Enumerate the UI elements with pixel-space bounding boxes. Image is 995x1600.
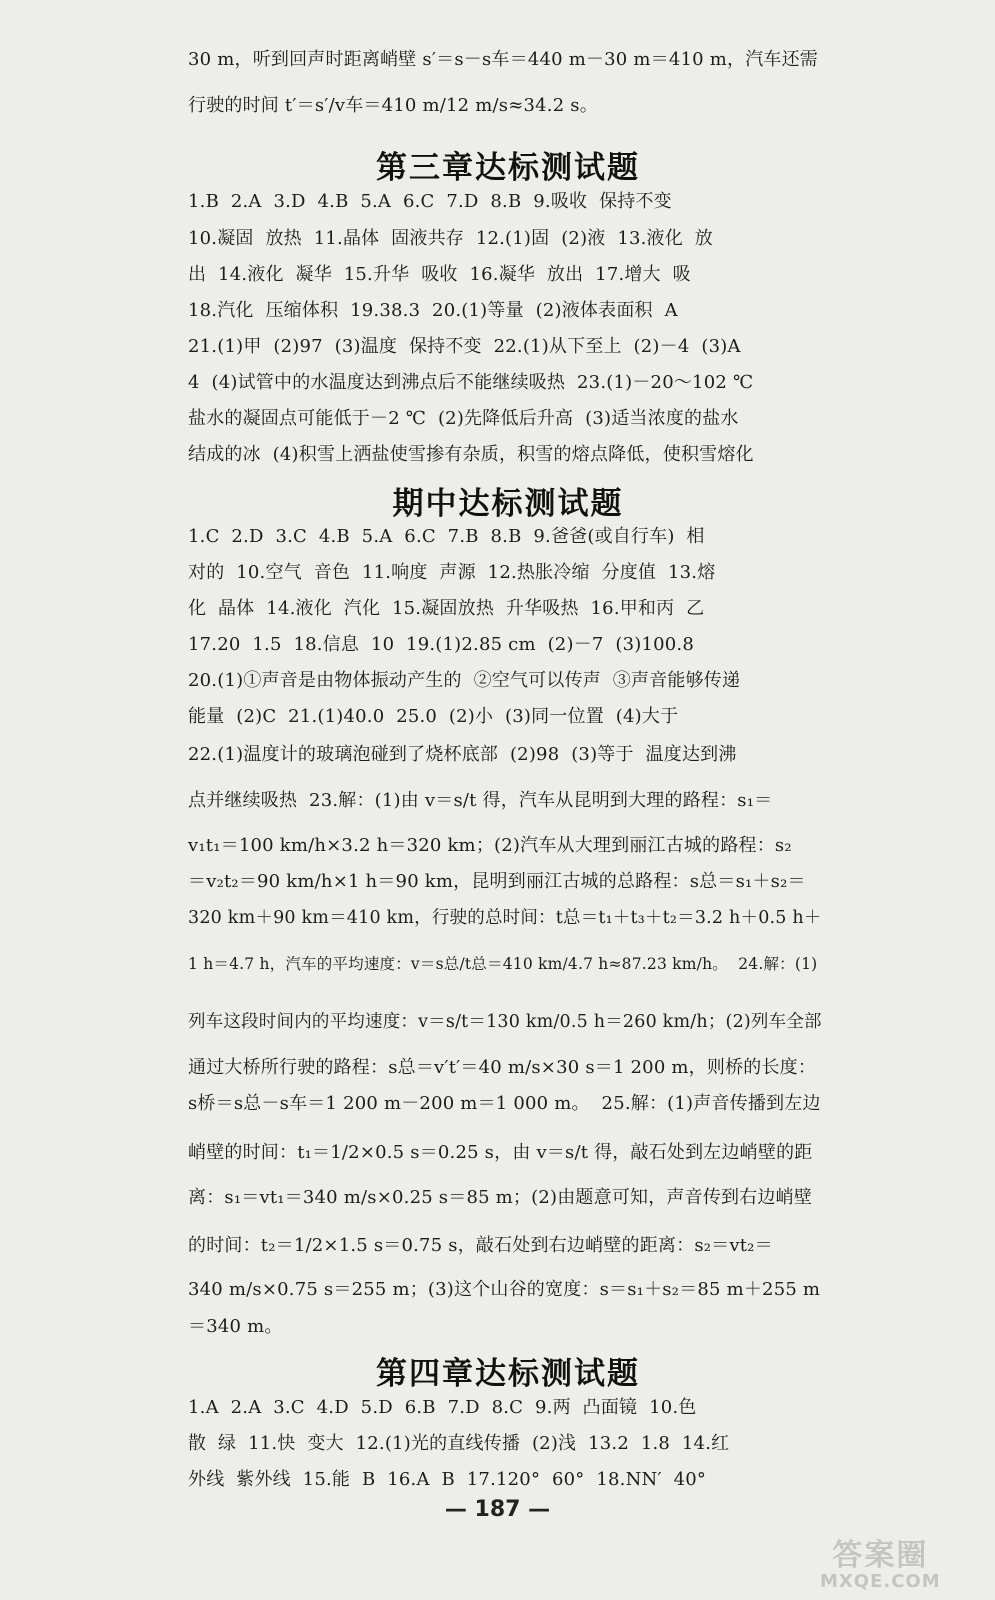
section-title: 第四章达标测试题 <box>376 1356 640 1392</box>
text-line: 点并继续吸热 23.解：(1)由 v＝s/t 得，汽车从昆明到大理的路程：s₁＝ <box>188 790 773 811</box>
text-line: 的时间：t₂＝1/2×1.5 s＝0.75 s，敲石处到右边峭壁的距离：s₂＝vt₂＝ <box>188 1235 773 1256</box>
text-line: 外线 紫外线 15.能 B 16.A B 17.120° 60° 18.NN′ 40° <box>188 1469 707 1490</box>
section-title: 期中达标测试题 <box>392 486 624 522</box>
section-title: 第三章达标测试题 <box>376 150 640 186</box>
text-line: 1.A 2.A 3.C 4.D 5.D 6.B 7.D 8.C 9.两 凸面镜 10.色 <box>188 1397 697 1418</box>
text-line: 结成的冰 (4)积雪上洒盐使雪掺有杂质，积雪的熔点降低，使积雪熔化 <box>188 444 754 465</box>
text-line: 10.凝固 放热 11.晶体 固液共存 12.(1)固 (2)液 13.液化 放 <box>188 228 713 249</box>
text-line: 通过大桥所行驶的路程：s总＝v′t′＝40 m/s×30 s＝1 200 m，则桥的长度： <box>188 1057 817 1078</box>
text-line: 18.汽化 压缩体积 19.38.3 20.(1)等量 (2)液体表面积 A <box>188 300 678 321</box>
text-line: 30 m，听到回声时距离峭壁 s′＝s－s车＝440 m－30 m＝410 m，汽车还需 <box>188 49 818 70</box>
text-line: 1.C 2.D 3.C 4.B 5.A 6.C 7.B 8.B 9.爸爸(或自行车) 相 <box>188 526 705 547</box>
watermark-url: MXQE.COM <box>820 1571 941 1592</box>
text-line: 22.(1)温度计的玻璃泡碰到了烧杯底部 (2)98 (3)等于 温度达到沸 <box>188 744 737 765</box>
watermark-text: 答案圈 <box>832 1538 929 1573</box>
text-line: 盐水的凝固点可能低于－2 ℃ (2)先降低后升高 (3)适当浓度的盐水 <box>188 408 739 429</box>
text-line: 17.20 1.5 18.信息 10 19.(1)2.85 cm (2)－7 (3)100.8 <box>188 634 694 655</box>
text-line: ＝v₂t₂＝90 km/h×1 h＝90 km，昆明到丽江古城的总路程：s总＝s₁＋s₂＝ <box>188 871 806 892</box>
page-number: — 187 — <box>444 1497 551 1522</box>
text-line: 离：s₁＝vt₁＝340 m/s×0.25 s＝85 m；(2)由题意可知，声音传到右边峭壁 <box>188 1187 813 1208</box>
text-line: 行驶的时间 t′＝s′/v车＝410 m/12 m/s≈34.2 s。 <box>188 95 598 116</box>
watermark-logo <box>820 1540 941 1592</box>
text-line: 出 14.液化 凝华 15.升华 吸收 16.凝华 放出 17.增大 吸 <box>188 264 691 285</box>
text-line: ＝340 m。 <box>188 1316 283 1337</box>
text-line: 4 (4)试管中的水温度达到沸点后不能继续吸热 23.(1)－20～102 ℃ <box>188 372 754 393</box>
text-line: 1 h＝4.7 h，汽车的平均速度：v＝s总/t总＝410 km/4.7 h≈87.23 km/h。 24.解：(1) <box>188 955 818 973</box>
text-line: 化 晶体 14.液化 汽化 15.凝固放热 升华吸热 16.甲和丙 乙 <box>188 598 705 619</box>
text-line: 能量 (2)C 21.(1)40.0 25.0 (2)小 (3)同一位置 (4)大于 <box>188 706 679 727</box>
text-line: v₁t₁＝100 km/h×3.2 h＝320 km；(2)汽车从大理到丽江古城的路程：s₂ <box>188 835 792 856</box>
text-line: 320 km＋90 km＝410 km，行驶的总时间：t总＝t₁＋t₃＋t₂＝3.2 h＋0.5 h＋ <box>188 908 822 928</box>
text-line: 1.B 2.A 3.D 4.B 5.A 6.C 7.D 8.B 9.吸收 保持不变 <box>188 191 672 212</box>
text-line: 20.(1)①声音是由物体振动产生的 ②空气可以传声 ③声音能够传递 <box>188 670 741 691</box>
text-line: 峭壁的时间：t₁＝1/2×0.5 s＝0.25 s，由 v＝s/t 得，敲石处到左边峭壁的距 <box>188 1142 813 1163</box>
text-line: 340 m/s×0.75 s＝255 m；(3)这个山谷的宽度：s＝s₁＋s₂＝85 m＋255 m <box>188 1279 821 1300</box>
text-line: 对的 10.空气 音色 11.响度 声源 12.热胀冷缩 分度值 13.熔 <box>188 562 716 583</box>
text-line: 列车这段时间内的平均速度：v＝s/t＝130 km/0.5 h＝260 km/h；(2)列车全部 <box>188 1012 822 1032</box>
text-line: s桥＝s总－s车＝1 200 m－200 m＝1 000 m。 25.解：(1)声音传播到左边 <box>188 1093 821 1114</box>
text-line: 散 绿 11.快 变大 12.(1)光的直线传播 (2)浅 13.2 1.8 14.红 <box>188 1433 730 1454</box>
text-line: 21.(1)甲 (2)97 (3)温度 保持不变 22.(1)从下至上 (2)－4 (3)A <box>188 336 741 357</box>
